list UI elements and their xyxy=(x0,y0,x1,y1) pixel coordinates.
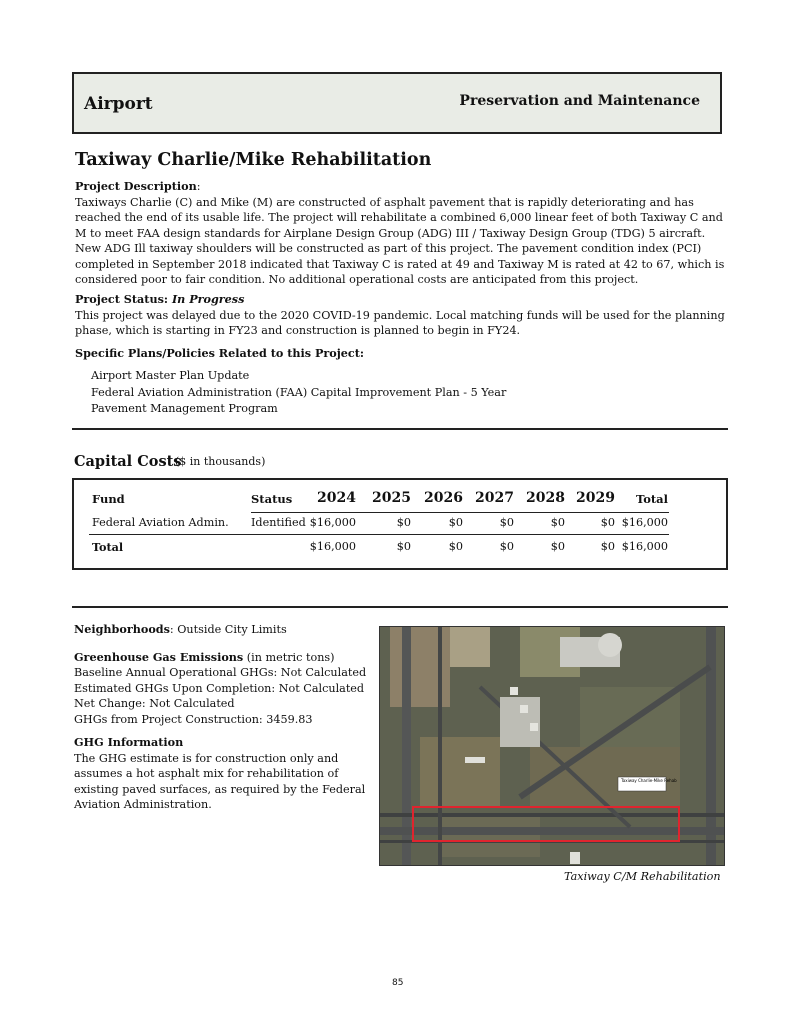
aerial-map-image xyxy=(380,627,725,866)
map-caption: Taxiway C/M Rehabilitation xyxy=(564,870,721,883)
ghg-line: Baseline Annual Operational GHGs: Not Calculated xyxy=(74,666,367,679)
status-value: In Progress xyxy=(171,292,245,306)
total-label: Total xyxy=(92,540,124,554)
ghg-line: Estimated GHGs Upon Completion: Not Calculated xyxy=(74,681,365,695)
col-year: 2029 xyxy=(576,490,615,506)
plan-item: Federal Aviation Administration (FAA) Capital Improvement Plan - 5 Year xyxy=(91,385,507,399)
row-value: $0 xyxy=(448,516,463,529)
aerial-map xyxy=(379,626,725,866)
row-total: $16,000 xyxy=(621,516,668,529)
capital-costs-table xyxy=(72,478,728,570)
ghg-info-label: GHG Information xyxy=(74,735,184,749)
capital-costs-subtitle: ($ in thousands) xyxy=(175,455,266,468)
col-year: 2026 xyxy=(424,490,463,506)
row-status: Identified xyxy=(251,516,306,529)
col-status: Status xyxy=(251,492,293,506)
header-rule xyxy=(251,512,669,513)
ghg-label: Greenhouse Gas Emissions xyxy=(74,649,244,664)
divider xyxy=(72,606,728,608)
row-value: $0 xyxy=(499,516,514,529)
neighborhoods-label: Neighborhoods xyxy=(74,622,170,636)
total-value: $0 xyxy=(396,540,411,553)
map-label: Taxiway Charlie-Mike Rehab xyxy=(621,778,677,783)
plans-list xyxy=(91,368,506,418)
col-year: 2028 xyxy=(526,490,565,506)
description-text: Taxiways Charlie (C) and Mike (M) are constructed of asphalt pavement that is rapidly deteriorating and has reached the end of its usable life. The project will rehabilitate a combined 6,000 linear feet of both Taxiway C and M to meet FAA design standards for Airplane Design Group (ADG) III / Taxiway Design Group (TDG) 5 aircraft. New ADG Ill taxiway shoulders will be constructed as part of this project. The pavement condition index (PCI) completed in September 2018 indicated that Taxiway C is rated at 49 and Taxiway M is rated at 42 to 67, which is considered poor to fair condition. No additional operational costs are anticipated from this project. xyxy=(75,195,725,286)
ghg-unit: (in metric tons) xyxy=(246,650,335,664)
ghg-line: Net Change: Not Calculated xyxy=(74,697,235,710)
capital-costs-title: Capital Costs xyxy=(74,453,182,470)
ghg-info-text: The GHG estimate is for construction only and assumes a hot asphalt mix for rehabilitation of existing paved surfaces, as required by the Federal Aviation Administration. xyxy=(74,751,366,811)
section-header xyxy=(72,72,722,134)
row-value: $16,000 xyxy=(309,516,356,529)
project-description: Project Description: Taxiways Charlie (C) and Mike (M) are constructed of asphalt pavement that is rapidly deteriorating and has reached the end of its usable life. The project will rehabilitate a combined 6,000 linear feet of both Taxiway C and M to meet FAA design standards for Airplane Design Group (ADG) III / Taxiway Design Group (TDG) 5 aircraft. New ADG Ill taxiway shoulders will be constructed as part of this project. The pavement condition index (PCI) completed in September 2018 indicated that Taxiway C is rated at 49 and Taxiway M is rated at 42 to 67, which is considered poor to fair condition. No additional operational costs are anticipated from this project. xyxy=(75,179,725,286)
ghg-line: GHGs from Project Construction: 3459.83 xyxy=(74,712,313,726)
project-title: Taxiway Charlie/Mike Rehabilitation xyxy=(75,150,432,170)
row-value: $0 xyxy=(600,516,615,529)
project-status: Project Status: In Progress This project was delayed due to the 2020 COVID-19 pandemic. Local matching funds will be used for the planning phase, which is starting in FY23 and construction is planned to begin in FY24. xyxy=(75,292,725,337)
total-value: $0 xyxy=(550,540,565,553)
section-category: Preservation and Maintenance xyxy=(459,93,700,109)
col-year: 2025 xyxy=(372,490,411,506)
status-text: This project was delayed due to the 2020 COVID-19 pandemic. Local matching funds will be used for the planning phase, which is starting in FY23 and construction is planned to begin in FY24. xyxy=(75,308,725,337)
total-value: $0 xyxy=(600,540,615,553)
page-number: 85 xyxy=(392,978,404,988)
row-value: $0 xyxy=(550,516,565,529)
plans-heading: Specific Plans/Policies Related to this Project: xyxy=(75,346,365,360)
divider xyxy=(72,428,728,430)
col-total: Total xyxy=(635,492,668,506)
neighborhoods-value: Outside City Limits xyxy=(177,623,287,636)
grand-total: $16,000 xyxy=(621,540,668,553)
plan-item: Pavement Management Program xyxy=(91,402,278,415)
row-value: $0 xyxy=(396,516,411,529)
total-rule xyxy=(89,534,669,535)
row-fund: Federal Aviation Admin. xyxy=(92,516,229,529)
description-label: Project Description xyxy=(75,179,197,193)
col-fund: Fund xyxy=(92,492,125,506)
project-details: Neighborhoods: Outside City Limits Greenhouse Gas Emissions (in metric tons) Baseline Annual Operational GHGs: Not Calculated Estimated GHGs Upon Completion: Not Calculated Net Change: Not Calculated GHGs from Project Construction: 3459.83 GHG Information The GHG estimate is for construction only and assumes a hot asphalt mix for rehabilitation of existing paved surfaces, as required by the Federal Aviation Administration. xyxy=(74,622,374,813)
plan-item: Airport Master Plan Update xyxy=(91,369,250,382)
total-value: $0 xyxy=(499,540,514,553)
status-label: Project Status xyxy=(75,292,164,306)
section-name: Airport xyxy=(84,94,153,114)
total-value: $16,000 xyxy=(309,540,356,553)
total-value: $0 xyxy=(448,540,463,553)
col-year: 2024 xyxy=(317,490,356,506)
col-year: 2027 xyxy=(475,490,514,506)
